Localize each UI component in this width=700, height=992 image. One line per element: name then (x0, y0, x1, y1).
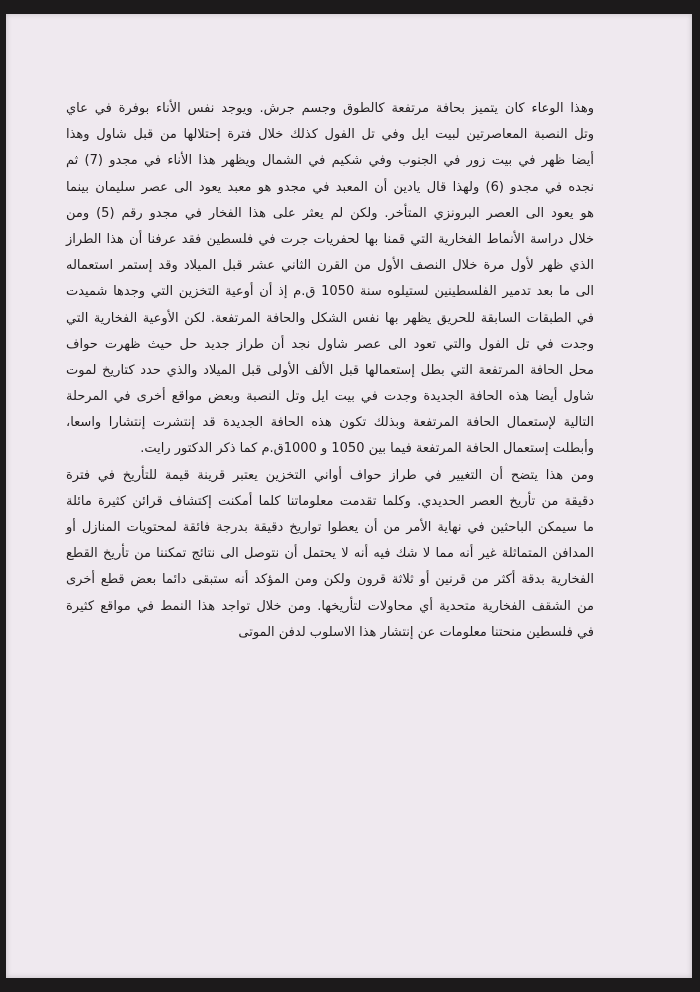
text-line: وهذا الوعاء كان يتميز بحافة مرتفعة كالطوق وجسم جرش. ويوجد نفس الأناء بوفرة في عاي (66, 101, 594, 116)
body-text (66, 96, 594, 646)
text-line: في الطبقات السابقة للحريق يظهر بها نفس الشكل والحافة المرتفعة. لكن الأوعية الفخارية التي (66, 310, 594, 326)
text-line: في فلسطين منحتنا معلومات عن إنتشار هذا الاسلوب لدفن الموتى (238, 624, 594, 640)
text-line: التالية لإستعمال الحافة المرتفعة وبذلك تكون هذه الحافة الجديدة قد إنتشرت إنتشارا واسعا، (66, 415, 594, 431)
text-line: شاول أيضا هذه الحافة الجديدة وجدت في بيت ايل وتل النصبة وبعض مواقع أخرى في المرحلة (66, 389, 594, 405)
text-line: دقيقة من تأريخ العصر الحديدي. وكلما تقدمت معلوماتنا كلما أمكنت إكتشاف قرائن كثيرة مائلة (66, 493, 594, 509)
text-line: خلال دراسة الأنماط الفخارية التي قمنا بها لحفريات جرت في فلسطين فقد عرفنا أن هذا الطراز (66, 231, 594, 247)
text-line: الفخارية بدقة أكثر من قرنين أو ثلاثة قرون ولكن ومن المؤكد أنه ستبقى دائما بعض قطع أخرى (66, 572, 594, 588)
text-line: وجدت في تل الفول والتي تعود الى عصر شاول نجد أن طراز جديد حل حيث ظهرت حواف (66, 336, 594, 352)
text-line: من الشقف الفخارية متحدية أي محاولات لتأريخها. ومن خلال تواجد هذا النمط في مواقع كثيرة (66, 598, 594, 614)
text-line: وأبطلت إستعمال الحافة المرتفعة فيما بين 1050 و 1000ق.م كما ذكر الدكتور رايت. (140, 441, 594, 457)
text-line: ومن هذا يتضح أن التغيير في طراز حواف أواني التخزين يعتبر قرينة قيمة للتأريخ في فترة (66, 467, 594, 483)
text-line: الذي ظهر لأول مرة خلال النصف الأول من القرن الثاني عشر قبل الميلاد وقد إستمر استعماله (66, 258, 594, 274)
text-line: محل الحافة المرتفعة التي بطل إستعمالها قبل الألف الأولى قبل الميلاد والذي حدد كتاريخ لموت (66, 362, 594, 378)
text-line: الى ما بعد تدمير الفلسطينين لستيلوه سنة 1050 ق.م إذ أن أوعية التخزين التي وجدها شميدت (66, 284, 594, 300)
text-line: ما سيمكن الباحثين في نهاية الأمر من أن يعطوا تواريخ دقيقة بدرجة فائقة لمحتويات المنازل أو (66, 520, 594, 535)
text-line: المدافن المتماثلة غير أنه مما لا شك فيه أنه لا يحتمل أن نتوصل الى نتائج تمكننا من تأريخ القطع (66, 546, 594, 562)
document-page (6, 14, 692, 978)
text-line: نجده في مجدو (6) ولهذا قال يادين أن المعبد في مجدو هو معبد يعود الى عصر سليمان بينما (66, 179, 594, 195)
text-line: هو يعود الى العصر البرونزي المتأخر. ولكن لم يعثر على هذا الفخار في مجدو رقم (5) ومن (66, 205, 594, 221)
text-line: أيضا ظهر في بيت زور في الجنوب وفي شكيم في الشمال ويظهر هذا الأناء في مجدو (7) ثم (66, 153, 594, 169)
text-line: وتل النصبة المعاصرتين لبيت ايل وفي تل الفول كذلك خلال فترة إحتلالها من قبل شاول وهذا (66, 127, 594, 143)
